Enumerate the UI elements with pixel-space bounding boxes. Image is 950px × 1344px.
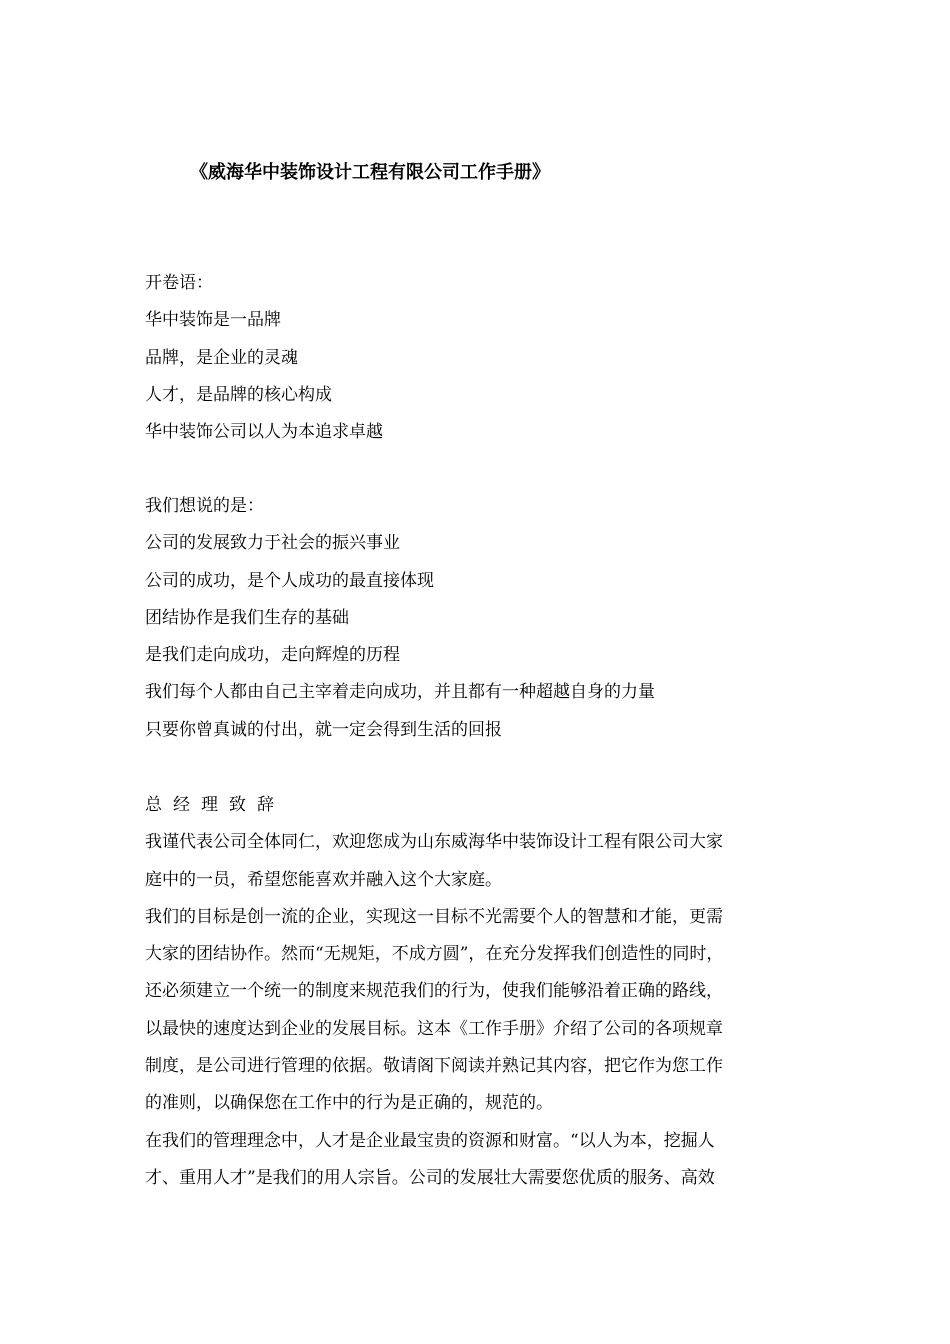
gm-speech-line: 在我们的管理理念中，人才是企业最宝贵的资源和财富。“以人为本，挖掘人 <box>145 1130 715 1151</box>
gm-speech-section <box>145 787 825 1197</box>
gm-speech-line: 还必须建立一个统一的制度来规范我们的行为，使我们能够沿着正确的路线， <box>145 981 723 1002</box>
message-line: 团结协作是我们生存的基础 <box>145 607 349 628</box>
message-line: 我们每个人都由自己主宰着走向成功，并且都有一种超越自身的力量 <box>145 682 655 703</box>
intro-line: 华中装饰是一品牌 <box>145 310 281 331</box>
gm-speech-line: 的准则，以确保您在工作中的行为是正确的，规范的。 <box>145 1093 553 1114</box>
intro-line: 人才，是品牌的核心构成 <box>145 384 332 405</box>
gm-speech-line: 我们的目标是创一流的企业，实现这一目标不光需要个人的智慧和才能，更需 <box>145 906 723 927</box>
message-line: 是我们走向成功，走向辉煌的历程 <box>145 645 400 666</box>
message-line: 公司的成功，是个人成功的最直接体现 <box>145 570 434 591</box>
message-line: 公司的发展致力于社会的振兴事业 <box>145 533 400 554</box>
gm-speech-line: 才、重用人才”是我们的用人宗旨。公司的发展壮大需要您优质的服务、高效 <box>145 1167 715 1188</box>
intro-line: 华中装饰公司以人为本追求卓越 <box>145 422 383 443</box>
gm-speech-heading: 总经理致辞 <box>145 795 285 815</box>
intro-line: 品牌，是企业的灵魂 <box>145 347 298 368</box>
message-heading: 我们想说的是： <box>145 496 264 516</box>
gm-speech-line: 我谨代表公司全体同仁，欢迎您成为山东威海华中装饰设计工程有限公司大家 <box>145 832 723 853</box>
gm-speech-line: 以最快的速度达到企业的发展目标。这本《工作手册》介绍了公司的各项规章 <box>145 1018 723 1039</box>
gm-speech-line: 大家的团结协作。然而“无规矩，不成方圆”，在充分发挥我们创造性的同时， <box>145 944 724 965</box>
intro-section <box>145 265 825 451</box>
intro-heading: 开卷语： <box>145 273 213 293</box>
gm-speech-line: 制度，是公司进行管理的依据。敬请阁下阅读并熟记其内容，把它作为您工作 <box>145 1056 723 1077</box>
message-section <box>145 488 825 749</box>
gm-speech-line: 庭中的一员，希望您能喜欢并融入这个大家庭。 <box>145 869 502 890</box>
document-title: 《威海华中装饰设计工程有限公司工作手册》 <box>190 162 550 183</box>
message-line: 只要你曾真诚的付出，就一定会得到生活的回报 <box>145 719 502 740</box>
